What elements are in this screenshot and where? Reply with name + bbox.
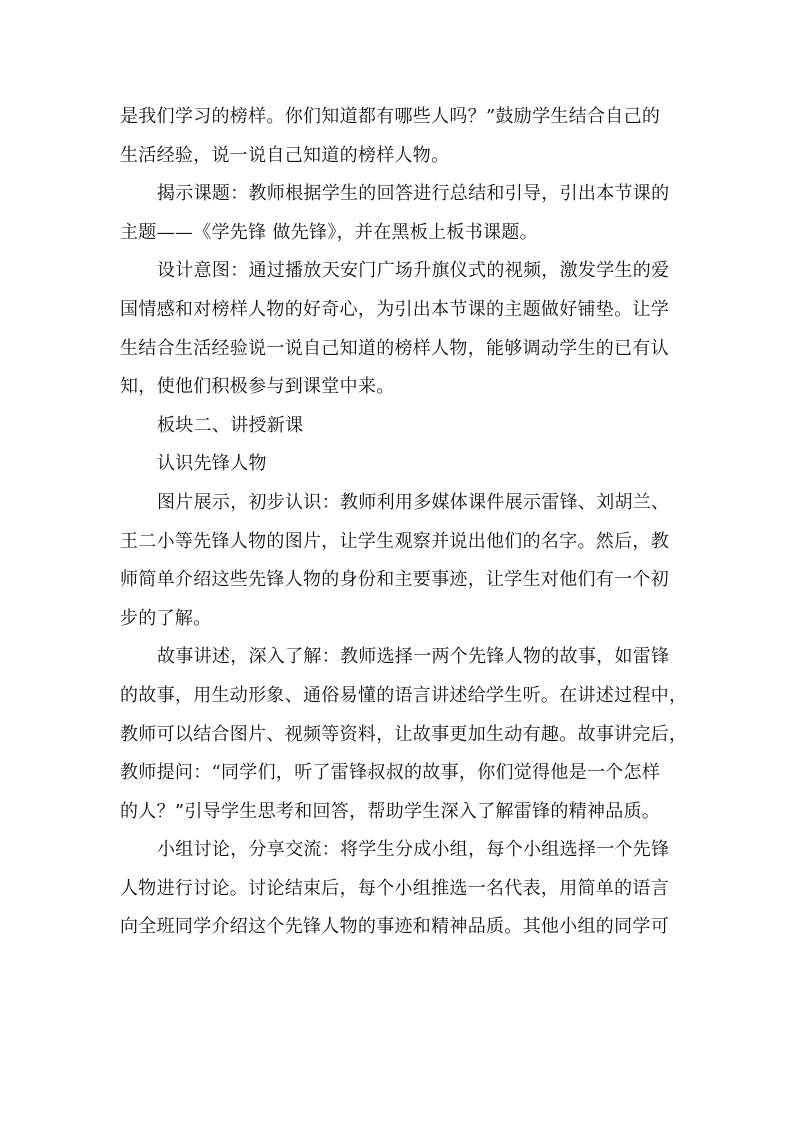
text-line: 的故事，用生动形象、通俗易懂的语言讲述给学生听。在讲述过程中， (120, 684, 688, 706)
text-line: 向全班同学介绍这个先锋人物的事迹和精神品质。其他小组的同学可 (120, 916, 669, 938)
text-line: 揭示课题：教师根据学生的回答进行总结和引导，引出本节课的 (157, 183, 670, 205)
text-line: 国情感和对榜样人物的好奇心，为引出本节课的主题做好铺垫。让学 (120, 298, 669, 320)
body-text (120, 98, 688, 947)
section-heading: 板块二、讲授新课 (157, 414, 304, 436)
text-line: 教师可以结合图片、视频等资料，让故事更加生动有趣。故事讲完后， (120, 723, 688, 745)
text-line: 知，使他们积极参与到课堂中来。 (120, 376, 395, 398)
text-line: 图片展示，初步认识：教师利用多媒体课件展示雷锋、刘胡兰、 (157, 491, 670, 513)
text-line: 生结合生活经验说一说自己知道的榜样人物，能够调动学生的已有认 (120, 337, 669, 359)
text-line: 生活经验，说一说自己知道的榜样人物。 (120, 144, 450, 166)
text-line: 教师提问：“同学们，听了雷锋叔叔的故事，你们觉得他是一个怎样 (120, 762, 661, 784)
text-line: 师简单介绍这些先锋人物的身份和主要事迹，让学生对他们有一个初 (120, 569, 669, 591)
text-line: 主题——《学先锋 做先锋》，并在黑板上板书课题。 (120, 221, 538, 243)
text-line: 设计意图：通过播放天安门广场升旗仪式的视频，激发学生的爱 (157, 260, 670, 282)
text-line: 故事讲述，深入了解：教师选择一两个先锋人物的故事，如雷锋 (157, 646, 670, 668)
subsection-heading: 认识先锋人物 (157, 453, 267, 475)
text-line: 人物进行讨论。讨论结束后，每个小组推选一名代表，用简单的语言 (120, 877, 669, 899)
text-line: 步的了解。 (120, 607, 212, 629)
text-line: 的人？”引导学生思考和回答，帮助学生深入了解雷锋的精神品质。 (120, 800, 661, 822)
text-line: 小组讨论，分享交流：将学生分成小组，每个小组选择一个先锋 (157, 839, 670, 861)
text-line: 王二小等先锋人物的图片，让学生观察并说出他们的名字。然后，教 (120, 530, 669, 552)
text-line: 是我们学习的榜样。你们知道都有哪些人吗？”鼓励学生结合自己的 (120, 106, 661, 127)
